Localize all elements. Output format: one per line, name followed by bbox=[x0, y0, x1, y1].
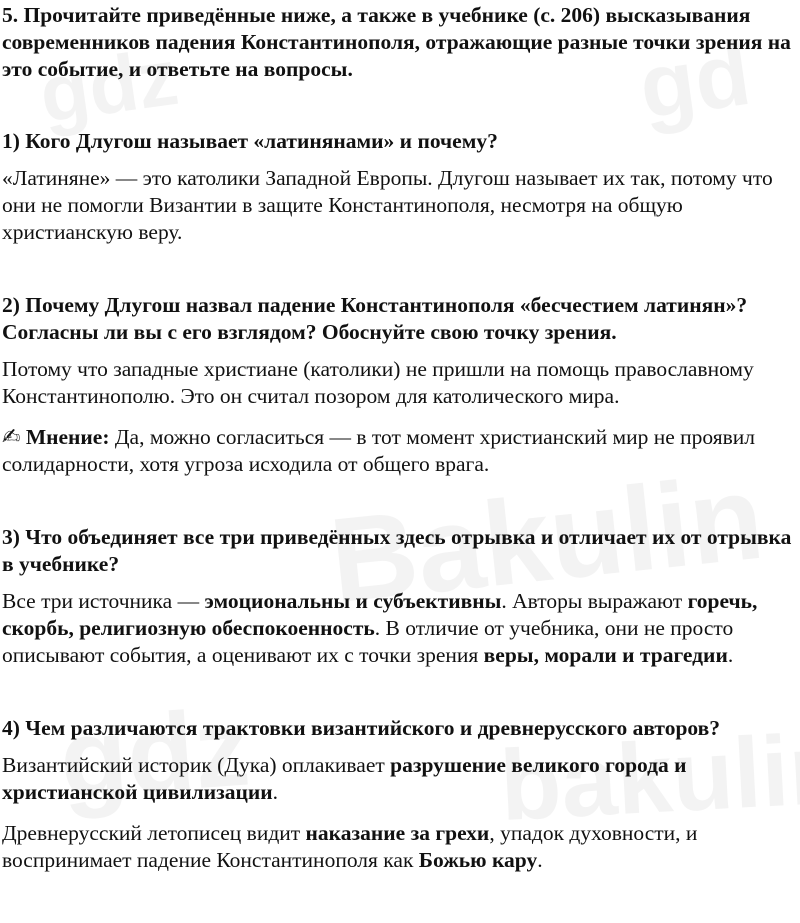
question-4: 4) Чем различаются трактовки византийского и древнерусского авторов? bbox=[2, 716, 720, 740]
answer-2: Потому что западные христиане (католики) не пришли на помощь православному Константинополю. Это он считал позором для католического мира. bbox=[2, 357, 754, 408]
answer-4-text: . bbox=[537, 848, 543, 872]
answer-4-old-russian bbox=[2, 820, 798, 874]
answer-3 bbox=[2, 588, 798, 669]
question-3: 3) Что объединяет все три приведённых здесь отрывка и отличает их от отрывка в учебнике? bbox=[2, 525, 792, 576]
answer-3-bold: горечь, скорбь, религиозную обеспокоенность bbox=[2, 589, 758, 640]
answer-4-bold: Божью кару bbox=[418, 848, 538, 872]
answer-3-text: . В отличие от учебника, они не просто описывают события, а оценивают их с точки зрения bbox=[2, 616, 734, 667]
question-1: 1) Кого Длугош называет «латинянами» и почему? bbox=[2, 129, 498, 153]
answer-3-text: . Авторы выражают bbox=[501, 589, 688, 613]
answer-4-text: Древнерусский летописец видит bbox=[2, 821, 306, 845]
spacer bbox=[2, 478, 798, 524]
answer-3-bold: веры, морали и трагедии bbox=[483, 643, 728, 667]
opinion-paragraph bbox=[2, 424, 798, 478]
answer-3-bold: эмоциональны и субъективны bbox=[204, 589, 502, 613]
task-heading: 5. Прочитайте приведённые ниже, а также в учебнике (с. 206) высказывания современников падения Константинополя, отражающие разные точки зрения на это событие, и ответьте на вопросы. bbox=[2, 3, 791, 81]
opinion-label: Мнение: bbox=[25, 425, 110, 449]
spacer bbox=[2, 246, 798, 292]
opinion-text: Да, можно согласиться — в тот момент христианский мир не проявил солидарности, хотя угроза исходила от общего врага. bbox=[2, 425, 756, 476]
answer-4-text: . bbox=[272, 780, 279, 804]
answer-4-text: Византийский историк (Дука) оплакивает bbox=[2, 753, 391, 777]
answer-4-text: , упадок духовности, и воспринимает падение Константинополя как bbox=[2, 821, 698, 872]
answer-4-bold: наказание за грехи bbox=[305, 821, 490, 845]
writing-hand-icon: ✍ bbox=[2, 425, 21, 450]
question-2: 2) Почему Длугош назвал падение Константинополя «бесчестием латинян»? Согласны ли вы с его взглядом? Обоснуйте свою точку зрения. bbox=[2, 293, 748, 344]
answer-4-byzantine bbox=[2, 752, 798, 806]
answer-4-bold: разрушение великого города и христианской цивилизации bbox=[2, 753, 687, 804]
spacer bbox=[2, 410, 798, 424]
answer-1: «Латиняне» — это католики Западной Европы. Длугош называет их так, потому что они не помогли Византии в защите Константинополя, несмотря на общую христианскую веру. bbox=[2, 166, 773, 244]
spacer bbox=[2, 806, 798, 820]
answer-3-text: Все три источника — bbox=[2, 589, 205, 613]
answer-3-text: . bbox=[727, 643, 734, 667]
spacer bbox=[2, 669, 798, 715]
